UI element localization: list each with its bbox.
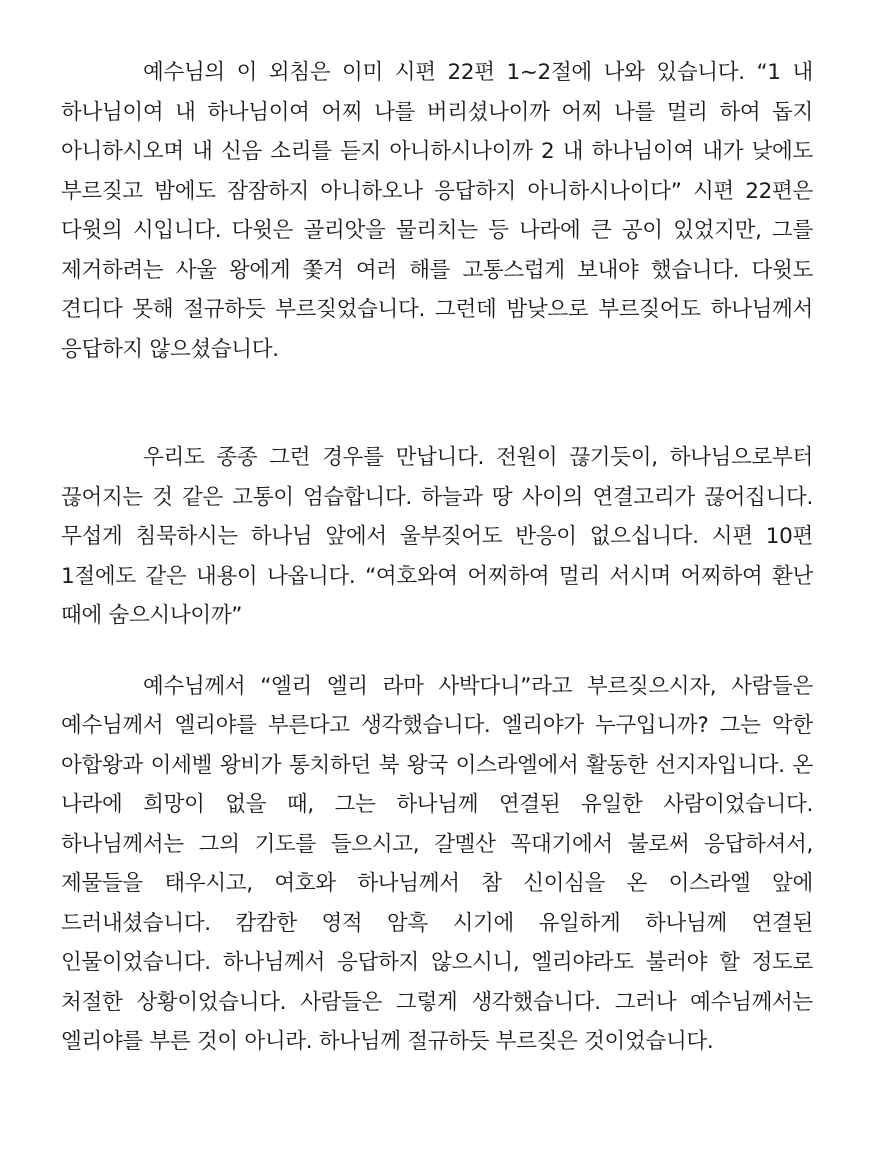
paragraph-3: 예수님께서 “엘리 엘리 라마 사박다니”라고 부르짖으시자, 사람들은 예수님께서 엘리야를 부른다고 생각했습니다. 엘리야가 누구입니까? 그는 악한 아합왕과 이세벨 왕비가 통치하던 북 왕국 이스라엘에서 활동한 선지자입니다. 온 나라에 희망이 없을 때, 그는 하나님께 연결된 유일한 사람이었습니다. 하나님께서는 그의 기도를 들으시고, 갈멜산 꼭대기에서 불로써 응답하셔서, 제물들을 태우시고, 여호와 하나님께서 참 신이심을 온 이스라엘 앞에 드러내셨습니다. 캄캄한 영적 암흑 시기에 유일하게 하나님께 연결된 인물이었습니다. 하나님께서 응답하지 않으시니, 엘리야라도 불러야 할 정도로 처절한 상황이었습니다. 사람들은 그렇게 생각했습니다. 그러나 예수님께서는 엘리야를 부른 것이 아니라. 하나님께 절규하듯 부르짖은 것이었습니다.	[61, 673, 813, 1054]
paragraph-1: 예수님의 이 외침은 이미 시편 22편 1~2절에 나와 있습니다. “1 내 하나님이여 내 하나님이여 어찌 나를 버리셨나이까 어찌 나를 멀리 하여 돕지 아니하시오며 내 신음 소리를 듣지 아니하시나이까 2 내 하나님이여 내가 낮에도 부르짖고 밤에도 잠잠하지 아니하오나 응답하지 아니하시나이다” 시편 22편은 다윗의 시입니다. 다윗은 골리앗을 물리치는 등 나라에 큰 공이 있었지만, 그를 제거하려는 사울 왕에게 쫓겨 여러 해를 고통스럽게 보내야 했습니다. 다윗도 견디다 못해 절규하듯 부르짖었습니다. 그런데 밤낮으로 부르짖어도 하나님께서 응답하지 않으셨습니다.	[61, 60, 813, 362]
document-page	[61, 53, 813, 1062]
paragraph-2: 우리도 종종 그런 경우를 만납니다. 전원이 끊기듯이, 하나님으로부터 끊어지는 것 같은 고통이 엄습합니다. 하늘과 땅 사이의 연결고리가 끊어집니다. 무섭게 침묵하시는 하나님 앞에서 울부짖어도 반응이 없으십니다. 시편 10편 1절에도 같은 내용이 나옵니다. “여호와여 어찌하여 멀리 서시며 어찌하여 환난 때에 숨으시나이까”	[61, 445, 813, 628]
